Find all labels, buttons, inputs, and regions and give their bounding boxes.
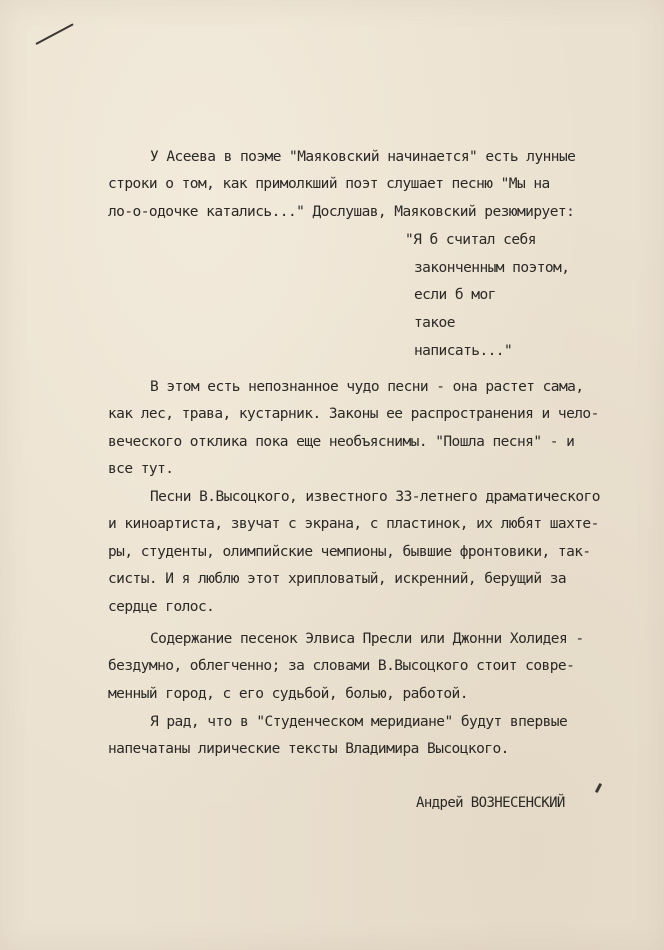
ink-tick-mark: [595, 783, 602, 793]
paragraph-1-line-1: У Асеева в поэме "Маяковский начинается" есть лунные: [150, 149, 576, 165]
paragraph-5-line-1: Я рад, что в "Студенческом меридиане" будут впервые: [150, 714, 568, 730]
paragraph-3-line-1: Песни В.Высоцкого, известного 33-летнего драматического: [150, 489, 600, 505]
paragraph-5-line-2: напечатаны лирические тексты Владимира Высоцкого.: [108, 741, 509, 757]
paragraph-4-line-3: менный город, с его судьбой, болью, работой.: [108, 686, 468, 702]
paragraph-4-line-1: Содержание песенок Элвиса Пресли или Джонни Холидея -: [150, 631, 584, 647]
quote-line-3: если б мог: [414, 287, 496, 303]
paragraph-2-line-2: как лес, трава, кустарник. Законы ее распространения и чело-: [108, 406, 599, 422]
paragraph-3-line-2: и киноартиста, звучат с экрана, с пластинок, их любят шахте-: [108, 516, 599, 532]
quote-line-5: написать...": [414, 343, 513, 359]
paragraph-2-line-4: все тут.: [108, 461, 174, 477]
paragraph-3-line-4: систы. И я люблю этот хрипловатый, искренний, берущий за: [108, 571, 567, 587]
quote-line-2: законченным поэтом,: [414, 260, 570, 276]
pen-scratch-mark: [36, 23, 74, 44]
paragraph-2-line-3: веческого отклика пока еще необъяснимы. "Пошла песня" - и: [108, 434, 575, 450]
quote-line-1: "Я б считал себя: [405, 232, 536, 248]
paragraph-1-line-3: ло-о-одочке катались..." Дослушав, Маяковский резюмирует:: [108, 204, 575, 220]
quote-line-4: такое: [414, 315, 455, 331]
paragraph-1-line-2: строки о том, как примолкший поэт слушает песню "Мы на: [108, 176, 550, 192]
paragraph-2-line-1: В этом есть непознанное чудо песни - она растет сама,: [150, 379, 584, 395]
paragraph-3-line-3: ры, студенты, олимпийские чемпионы, бывшие фронтовики, так-: [108, 544, 591, 560]
paragraph-3-line-5: сердце голос.: [108, 599, 215, 615]
paragraph-4-line-2: бездумно, облегченно; за словами В.Высоцкого стоит совре-: [108, 658, 575, 674]
author-signature: Андрей ВОЗНЕСЕНСКИЙ: [416, 795, 565, 811]
